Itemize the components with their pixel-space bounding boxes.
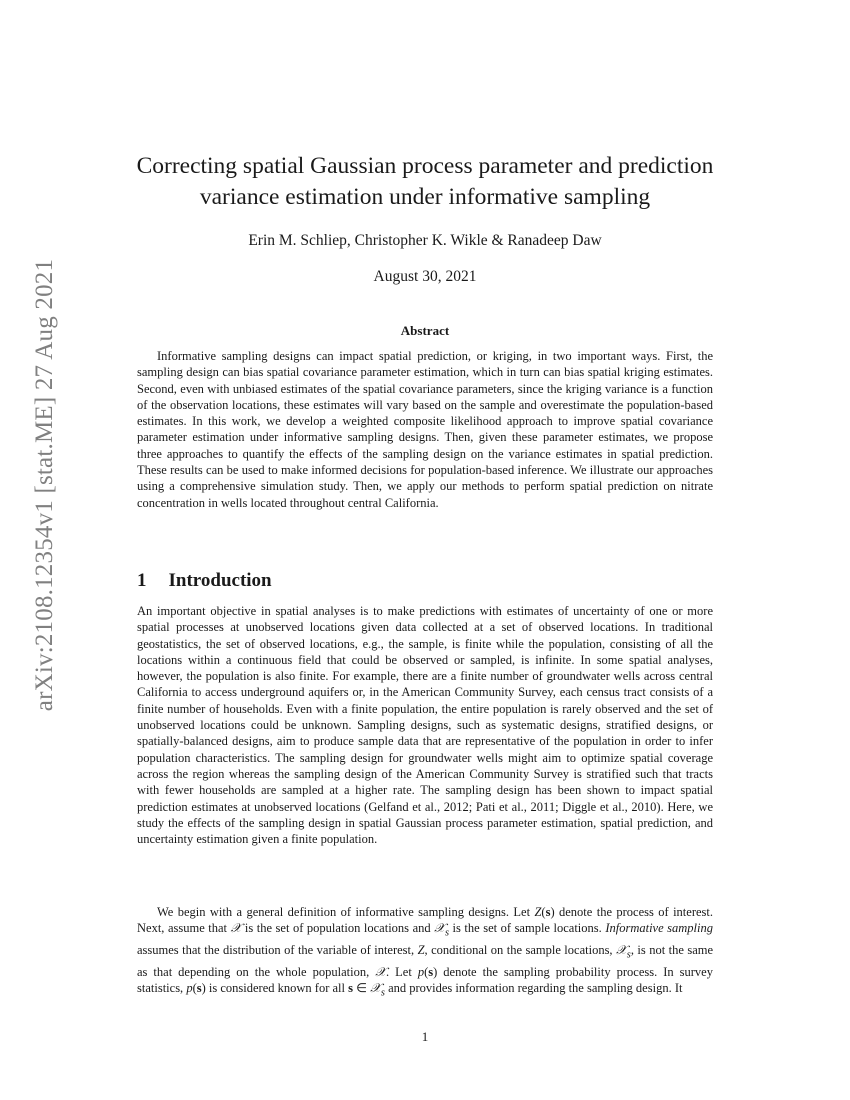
math-set: 𝒳	[434, 921, 445, 936]
math-set: 𝒳	[616, 943, 627, 958]
p2-text: ) denote the process of interest. Next, assume that	[137, 905, 713, 936]
title-line-1: Correcting spatial Gaussian process parameter and prediction	[136, 153, 714, 179]
math-bold: s	[545, 905, 551, 919]
p2-text: (	[192, 981, 197, 996]
p2-text: , is not the same as that depending on the whole population,	[137, 943, 714, 979]
arxiv-identifier: arXiv:2108.12354v1 [stat.ME] 27 Aug 2021	[31, 258, 58, 712]
paper-title	[110, 151, 740, 213]
p2-text: assumes that the distribution of the variable of interest,	[137, 943, 418, 958]
math-subscript: s	[444, 927, 449, 939]
math-var: Z	[417, 943, 425, 958]
p2-text: , conditional on the sample locations,	[424, 943, 617, 958]
arxiv-sidebar	[28, 258, 62, 712]
math-bold: s	[428, 964, 434, 979]
author-list: Erin M. Schliep, Christopher K. Wikle & Ranadeep Daw	[248, 232, 602, 249]
intro-paragraph-1: An important objective in spatial analyses is to make predictions with estimates of uncertainty of one or more spatial processes at unobserved locations given data collected at a set of observed locations. In traditional geostatistics, the set of observed locations, e.g., the sample, is finite while the population, consisting of all the locations within a continuous field that could be observed or sampled, is infinite. In some spatial analyses, however, the population is also finite. For example, there are a finite number of groundwater wells across central California to access underground aquifers or, in the American Community Survey, each census tract consists of a finite number of households. Even with a finite population, the entire population is rarely observed and the set of unobserved locations could be unknown. Sampling designs, such as systematic designs, stratified designs, or spatially-balanced designs, aim to produce sample data that are representative of the population in order to infer population characteristics. The sampling design for groundwater wells might aim to optimize spatial coverage across the region whereas the sampling design of the American Community Survey is stratified such that tracts with fewer households are sampled at a higher rate. The sampling design has been shown to impact spatial prediction estimates at unobserved locations (Gelfand et al., 2012; Pati et al., 2011; Diggle et al., 2010). Here, we study the effects of the sampling design in spatial Gaussian process parameter estimation, spatial prediction, and uncertainty estimation given a finite population.	[137, 604, 713, 847]
math-subscript: s	[626, 949, 631, 961]
math-var: p	[186, 981, 193, 996]
abstract-text: Informative sampling designs can impact spatial prediction, or kriging, in two important ways. First, the sampling design can bias spatial covariance parameter estimation, which in turn can bias spatial kriging estimates. Second, even with unbiased estimates of the spatial covariance parameters, since the kriging variance is a function of the observation locations, these estimates will vary based on the sample and overestimate the population-based estimates. In this work, we develop a weighted composite likelihood approach to improve spatial covariance parameter estimation under informative sampling designs. Then, given these parameter estimates, we propose three approaches to quantify the effects of the sampling design on the variance estimates in spatial prediction. These results can be used to make informed decisions for population-based inference. We illustrate our approaches using a comprehensive simulation study. Then, we apply our methods to perform spatial prediction on nitrate concentration in wells located throughout central California.	[137, 349, 713, 510]
section-title: Introduction	[168, 570, 272, 591]
math-var: p	[417, 964, 425, 979]
paper-date: August 30, 2021	[373, 268, 477, 285]
p2-text: We begin with a general definition of informative sampling designs. Let	[157, 905, 535, 919]
math-var: Z	[534, 905, 542, 919]
section-number: 1	[137, 570, 147, 591]
section-heading	[137, 570, 713, 592]
math-bold: s	[348, 981, 353, 996]
p2-text: (	[424, 964, 429, 979]
math-bold: s	[196, 981, 202, 996]
p2-text: ∈	[352, 981, 371, 996]
emphasis-term: Informative sampling	[605, 921, 714, 936]
math-subscript: s	[380, 987, 385, 999]
p2-text: ) is considered known for all	[201, 981, 349, 996]
title-line-2: variance estimation under informative sampling	[199, 184, 651, 210]
p2-text: (	[541, 905, 546, 919]
math-set: 𝒳	[230, 921, 242, 936]
p2-text: ) denote the sampling probability process. In survey statistics,	[137, 964, 713, 996]
abstract-heading: Abstract	[400, 323, 450, 338]
math-set: 𝒳	[375, 964, 386, 979]
page-number: 1	[421, 1029, 429, 1044]
math-set: 𝒳	[370, 981, 381, 996]
intro-paragraph-2	[137, 904, 713, 1002]
p2-text: is the set of population locations and	[241, 921, 435, 936]
p2-text: is the set of sample locations.	[449, 921, 606, 936]
p2-text: and provides information regarding the sampling design. It	[384, 981, 683, 996]
p2-text: . Let	[386, 964, 418, 979]
